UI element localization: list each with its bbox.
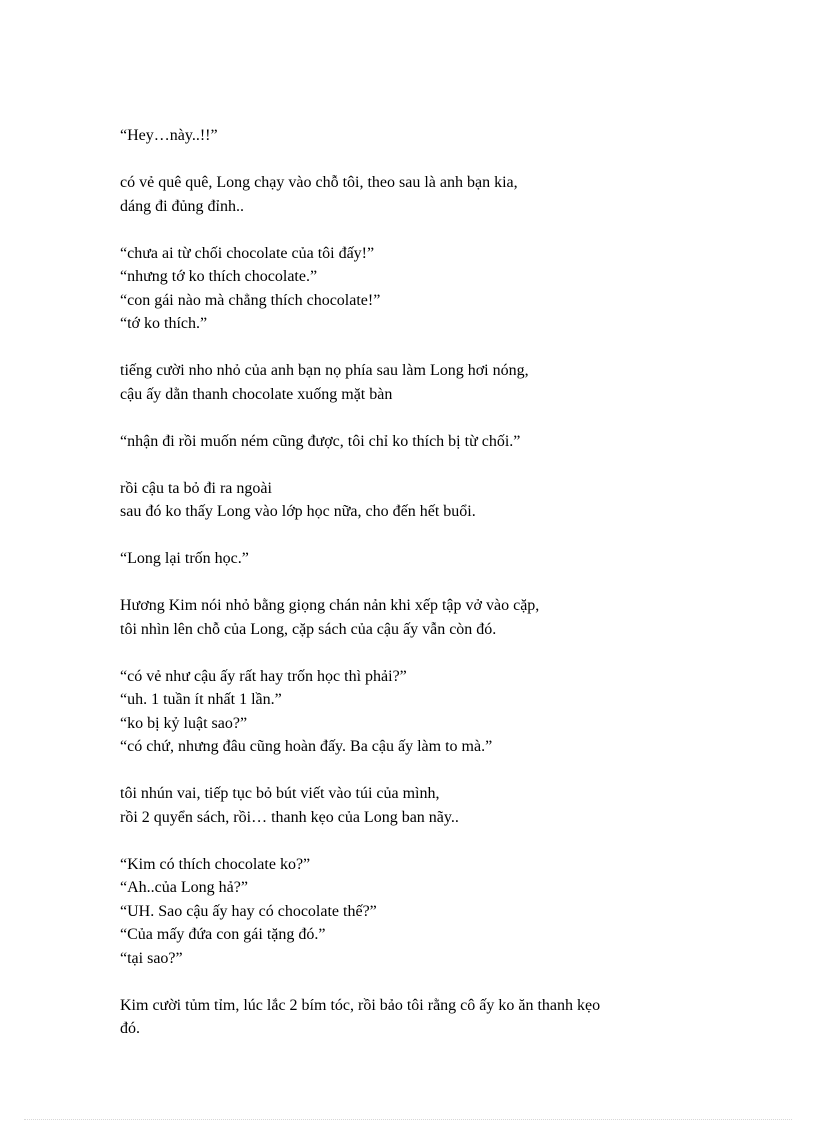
paragraph bbox=[120, 430, 720, 454]
paragraph bbox=[120, 171, 720, 218]
text-line: đó. bbox=[120, 1020, 140, 1037]
text-line: rồi 2 quyển sách, rồi… thanh kẹo của Long ban nãy.. bbox=[120, 808, 459, 826]
paragraph bbox=[120, 477, 720, 524]
text-line: Kim cười tủm tỉm, lúc lắc 2 bím tóc, rồi bảo tôi rằng cô ấy ko ăn thanh kẹo bbox=[120, 996, 601, 1014]
text-line: “con gái nào mà chẳng thích chocolate!” bbox=[120, 291, 381, 309]
text-line: “có vẻ như cậu ấy rất hay trốn học thì phải?” bbox=[120, 667, 407, 685]
paragraph bbox=[120, 782, 720, 829]
text-line: cậu ấy dằn thanh chocolate xuống mặt bàn bbox=[120, 385, 393, 403]
paragraph bbox=[120, 124, 720, 148]
text-line: dáng đi đủng đỉnh.. bbox=[120, 197, 244, 215]
text-line: “Kim có thích chocolate ko?” bbox=[120, 855, 311, 873]
paragraph bbox=[120, 853, 720, 971]
text-line: “nhận đi rồi muốn ném cũng được, tôi chỉ ko thích bị từ chối.” bbox=[120, 432, 521, 450]
page-bottom-border bbox=[24, 1119, 792, 1120]
text-line: Hương Kim nói nhỏ bằng giọng chán nản khi xếp tập vở vào cặp, bbox=[120, 597, 540, 614]
paragraph bbox=[120, 242, 720, 336]
text-line: “Hey…này..!!” bbox=[120, 127, 218, 144]
text-line: rồi cậu ta bỏ đi ra ngoài bbox=[120, 479, 272, 497]
text-line: “UH. Sao cậu ấy hay có chocolate thế?” bbox=[120, 902, 377, 920]
text-line: “chưa ai từ chối chocolate của tôi đấy!” bbox=[120, 244, 375, 262]
text-line: “Ah..của Long hả?” bbox=[120, 879, 248, 896]
text-line: “nhưng tớ ko thích chocolate.” bbox=[120, 268, 318, 285]
paragraph bbox=[120, 359, 720, 406]
text-line: tiếng cười nho nhỏ của anh bạn nọ phía sau làm Long hơi nóng, bbox=[120, 362, 529, 379]
text-line: “tại sao?” bbox=[120, 949, 183, 967]
text-line: “có chứ, nhưng đâu cũng hoàn đấy. Ba cậu ấy làm to mà.” bbox=[120, 738, 493, 755]
text-line: “ko bị kỷ luật sao?” bbox=[120, 714, 248, 732]
text-line: “Của mấy đứa con gái tặng đó.” bbox=[120, 926, 326, 943]
paragraph bbox=[120, 994, 720, 1041]
document-body bbox=[120, 124, 720, 1064]
text-line: “uh. 1 tuần ít nhất 1 lần.” bbox=[120, 691, 282, 708]
text-line: có vẻ quê quê, Long chạy vào chỗ tôi, theo sau là anh bạn kia, bbox=[120, 174, 518, 191]
text-line: tôi nhìn lên chỗ của Long, cặp sách của cậu ấy vẫn còn đó. bbox=[120, 620, 497, 638]
text-line: “Long lại trốn học.” bbox=[120, 550, 249, 567]
paragraph bbox=[120, 594, 720, 641]
text-line: “tớ ko thích.” bbox=[120, 315, 208, 332]
paragraph bbox=[120, 547, 720, 571]
text-line: sau đó ko thấy Long vào lớp học nữa, cho đến hết buổi. bbox=[120, 503, 476, 520]
paragraph bbox=[120, 665, 720, 759]
text-line: tôi nhún vai, tiếp tục bỏ bút viết vào túi của mình, bbox=[120, 785, 440, 802]
